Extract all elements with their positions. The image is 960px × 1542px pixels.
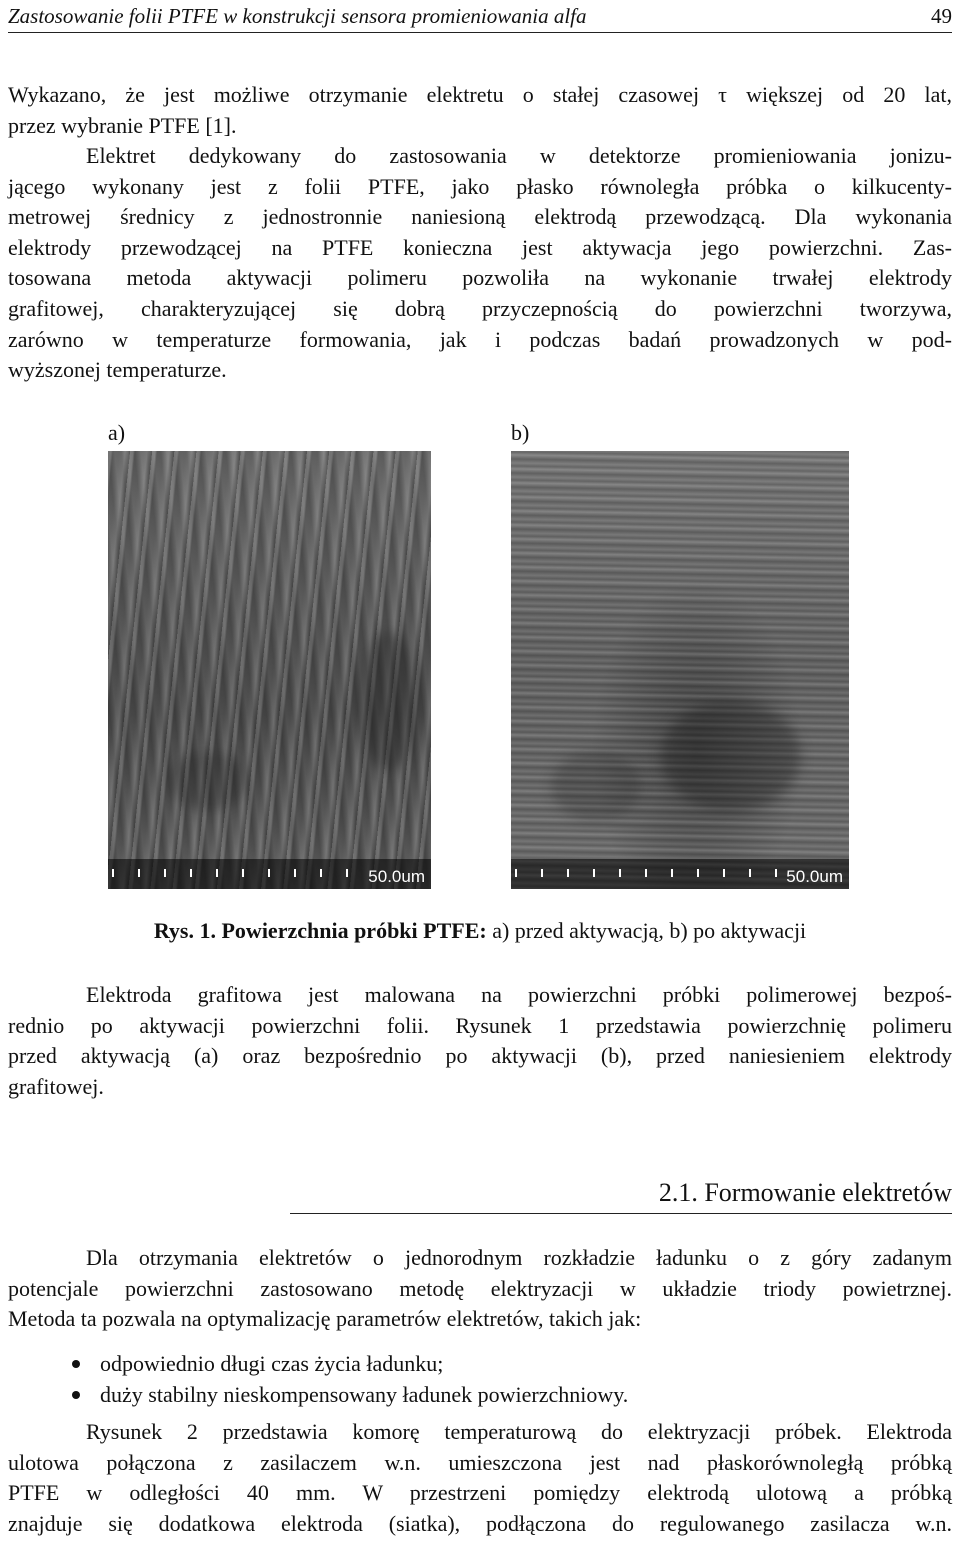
text-line: przed aktywacją (a) oraz bezpośrednio po aktywacji (b), przed naniesieniem elektrody	[8, 1043, 952, 1069]
paragraph-chamber	[8, 1417, 952, 1539]
panel-b-label: b)	[511, 420, 530, 445]
text-line: Wykazano, że jest możliwe otrzymanie elektretu o stałej czasowej τ większej od 20 lat,	[8, 82, 952, 107]
text-line: przez wybranie PTFE [1].	[8, 112, 237, 138]
paragraph-electret	[8, 141, 952, 386]
bullet-icon	[72, 1391, 80, 1399]
bullet-list	[8, 1348, 952, 1410]
text-line: grafitowej.	[8, 1073, 104, 1099]
caption-text: a) przed aktywacją, b) po aktywacji	[486, 918, 807, 943]
text-line: Elektroda grafitowa jest malowana na powierzchni próbki polimerowej bezpoś-	[86, 982, 952, 1007]
sem-image-before-activation	[108, 451, 431, 889]
text-line: potencjale powierzchni zastosowano metodę elektryzacji w układzie triody powietrznej.	[8, 1275, 952, 1301]
text-line: elektrody przewodzącej na PTFE konieczna jest aktywacja jego powierzchni. Zas-	[8, 234, 952, 260]
paragraph-graphite	[8, 980, 952, 1102]
text-line: rednio po aktywacji powierzchni folii. Rysunek 1 przedstawia powierzchnię polimeru	[8, 1012, 952, 1038]
text-line: ulotowa połączona z zasilaczem w.n. umieszczona jest nad płaskorównoległą próbką	[8, 1449, 952, 1475]
list-item	[8, 1348, 952, 1379]
text-line: tosowana metoda aktywacji polimeru pozwoliła na wykonanie trwałej elektrody	[8, 265, 952, 291]
text-line: PTFE w odległości 40 mm. W przestrzeni pomiędzy elektrodą ulotową a próbką	[8, 1480, 952, 1506]
text-line: wyższonej temperaturze.	[8, 357, 227, 383]
text-line: grafitowej, charakteryzującej się dobrą przyczepnością do powierzchni tworzywa,	[8, 295, 952, 321]
section-heading: 2.1. Formowanie elektretów	[290, 1175, 952, 1214]
scale-label: 50.0um	[368, 867, 425, 886]
running-header	[8, 0, 952, 33]
list-item-text: odpowiednio długi czas życia ładunku;	[100, 1351, 444, 1376]
scale-label: 50.0um	[786, 867, 843, 886]
scale-bar	[108, 859, 431, 889]
bullet-icon	[72, 1360, 80, 1368]
text-line: Rysunek 2 przedstawia komorę temperaturową do elektryzacji próbek. Elektroda	[86, 1419, 952, 1444]
panel-a-label: a)	[108, 420, 126, 445]
text-line: znajduje się dodatkowa elektroda (siatka), podłączona do regulowanego zasilacza w.n.	[8, 1510, 952, 1536]
page-number: 49	[931, 3, 952, 28]
caption-label: Rys. 1. Powierzchnia próbki PTFE:	[153, 918, 487, 943]
text-line: zarówno w temperaturze formowania, jak i podczas badań prowadzonych w pod-	[8, 326, 952, 352]
scale-bar	[511, 859, 849, 889]
header-title: Zastosowanie folii PTFE w konstrukcji sensora promieniowania alfa	[8, 3, 587, 28]
text-line: Elektret dedykowany do zastosowania w detektorze promieniowania jonizu-	[86, 143, 952, 168]
text-line: metrowej średnicy z jednostronnie naniesioną elektrodą przewodzącą. Dla wykonania	[8, 204, 952, 230]
text-line: Dla otrzymania elektretów o jednorodnym rozkładzie ładunku o z góry zadanym	[86, 1245, 952, 1270]
sem-image-after-activation	[511, 451, 849, 889]
paragraph-forming	[8, 1243, 952, 1335]
figure-caption	[0, 918, 960, 944]
text-line: jącego wykonany jest z folii PTFE, jako płasko równoległa próbka o kilkucenty-	[8, 173, 952, 199]
paragraph-intro	[8, 80, 952, 141]
text-line: Metoda ta pozwala na optymalizację parametrów elektretów, takich jak:	[8, 1306, 642, 1332]
list-item	[8, 1379, 952, 1410]
list-item-text: duży stabilny nieskompensowany ładunek powierzchniowy.	[100, 1382, 629, 1407]
